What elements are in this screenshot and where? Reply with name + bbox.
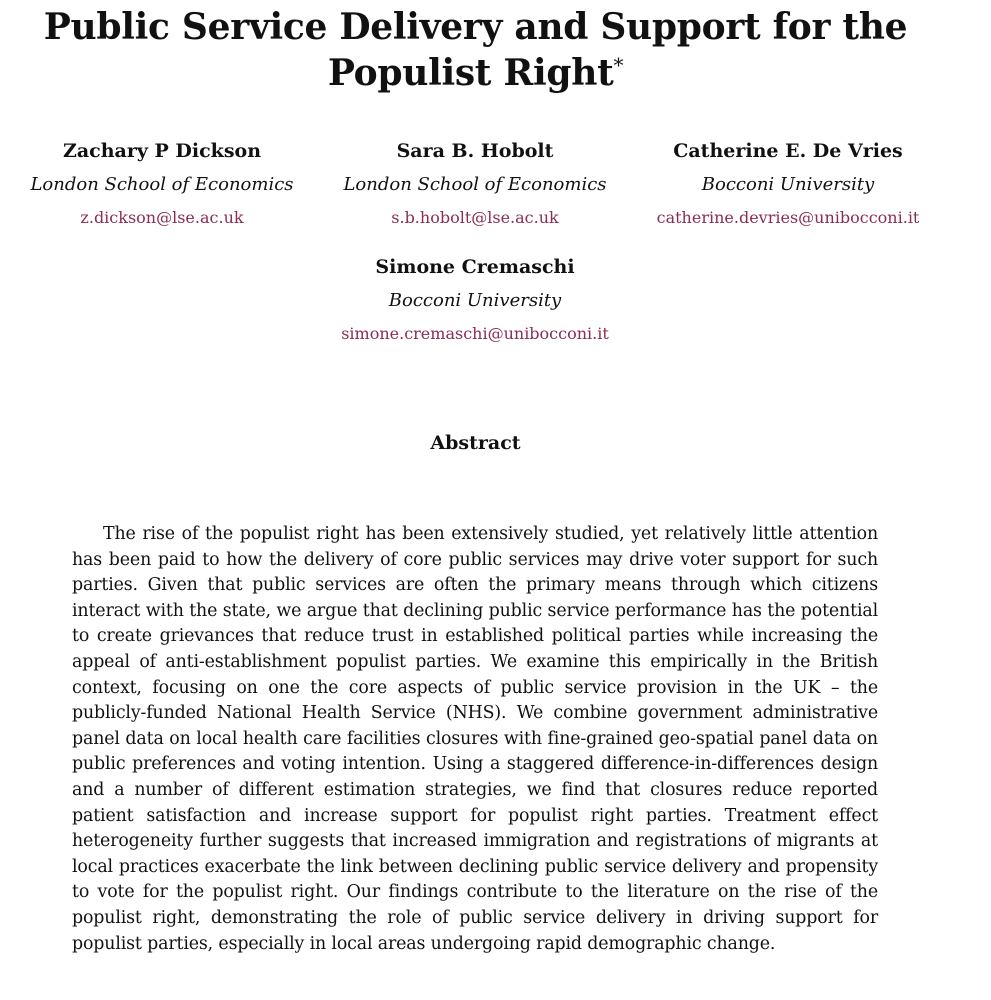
- title-line-1: Public Service Delivery and Support for the: [43, 6, 908, 48]
- author-affiliation: London School of Economics: [343, 174, 607, 195]
- author-email-link[interactable]: z.dickson@lse.ac.uk: [80, 208, 244, 227]
- title-footnote-mark[interactable]: *: [613, 53, 624, 77]
- author-block: [628, 139, 948, 229]
- author-block: [315, 255, 635, 345]
- author-affiliation: Bocconi University: [388, 290, 562, 311]
- author-email-link[interactable]: simone.cremaschi@unibocconi.it: [341, 324, 609, 343]
- author-name: Catherine E. De Vries: [673, 140, 903, 162]
- author-affiliation: Bocconi University: [701, 174, 875, 195]
- author-block: [2, 139, 322, 229]
- paper-title: [20, 4, 931, 96]
- author-affiliation: London School of Economics: [30, 174, 294, 195]
- author-name: Sara B. Hobolt: [396, 140, 554, 162]
- author-name: Zachary P Dickson: [62, 140, 262, 162]
- title-line-2: Populist Right: [327, 52, 614, 94]
- author-email-link[interactable]: s.b.hobolt@lse.ac.uk: [391, 208, 559, 227]
- author-block: [315, 139, 635, 229]
- author-email-link[interactable]: catherine.devries@unibocconi.it: [656, 208, 920, 227]
- abstract-text: The rise of the populist right has been extensively studied, yet relatively little attention has been paid to how the delivery of core public services may drive voter support for such parties. Given that public services are often the primary means through which citizens interact with the state, we argue that declining public service performance has the potential to create grievances that reduce trust in established political parties while increasing the appeal of anti-establishment populist parties. We examine this empirically in the British context, focusing on one the core aspects of public service provision in the UK – the publicly-funded National Health Service (NHS). We combine government administrative panel data on local health care facilities closures with fine-grained geo-spatial panel data on public preferences and voting intention. Using a staggered difference-in-differences design and a number of different estimation strategies, we find that closures reduce reported patient satisfaction and increase support for populist right parties. Treatment effect heterogeneity further suggests that increased immigration and registrations of migrants at local practices exacerbate the link between declining public service delivery and propensity to vote for the populist right. Our findings contribute to the literature on the rise of the populist right, demonstrating the role of public service delivery in driving support for populist parties, especially in local areas undergoing rapid demographic change.: [72, 524, 878, 954]
- author-name: Simone Cremaschi: [375, 256, 575, 278]
- abstract-heading: Abstract: [430, 432, 521, 454]
